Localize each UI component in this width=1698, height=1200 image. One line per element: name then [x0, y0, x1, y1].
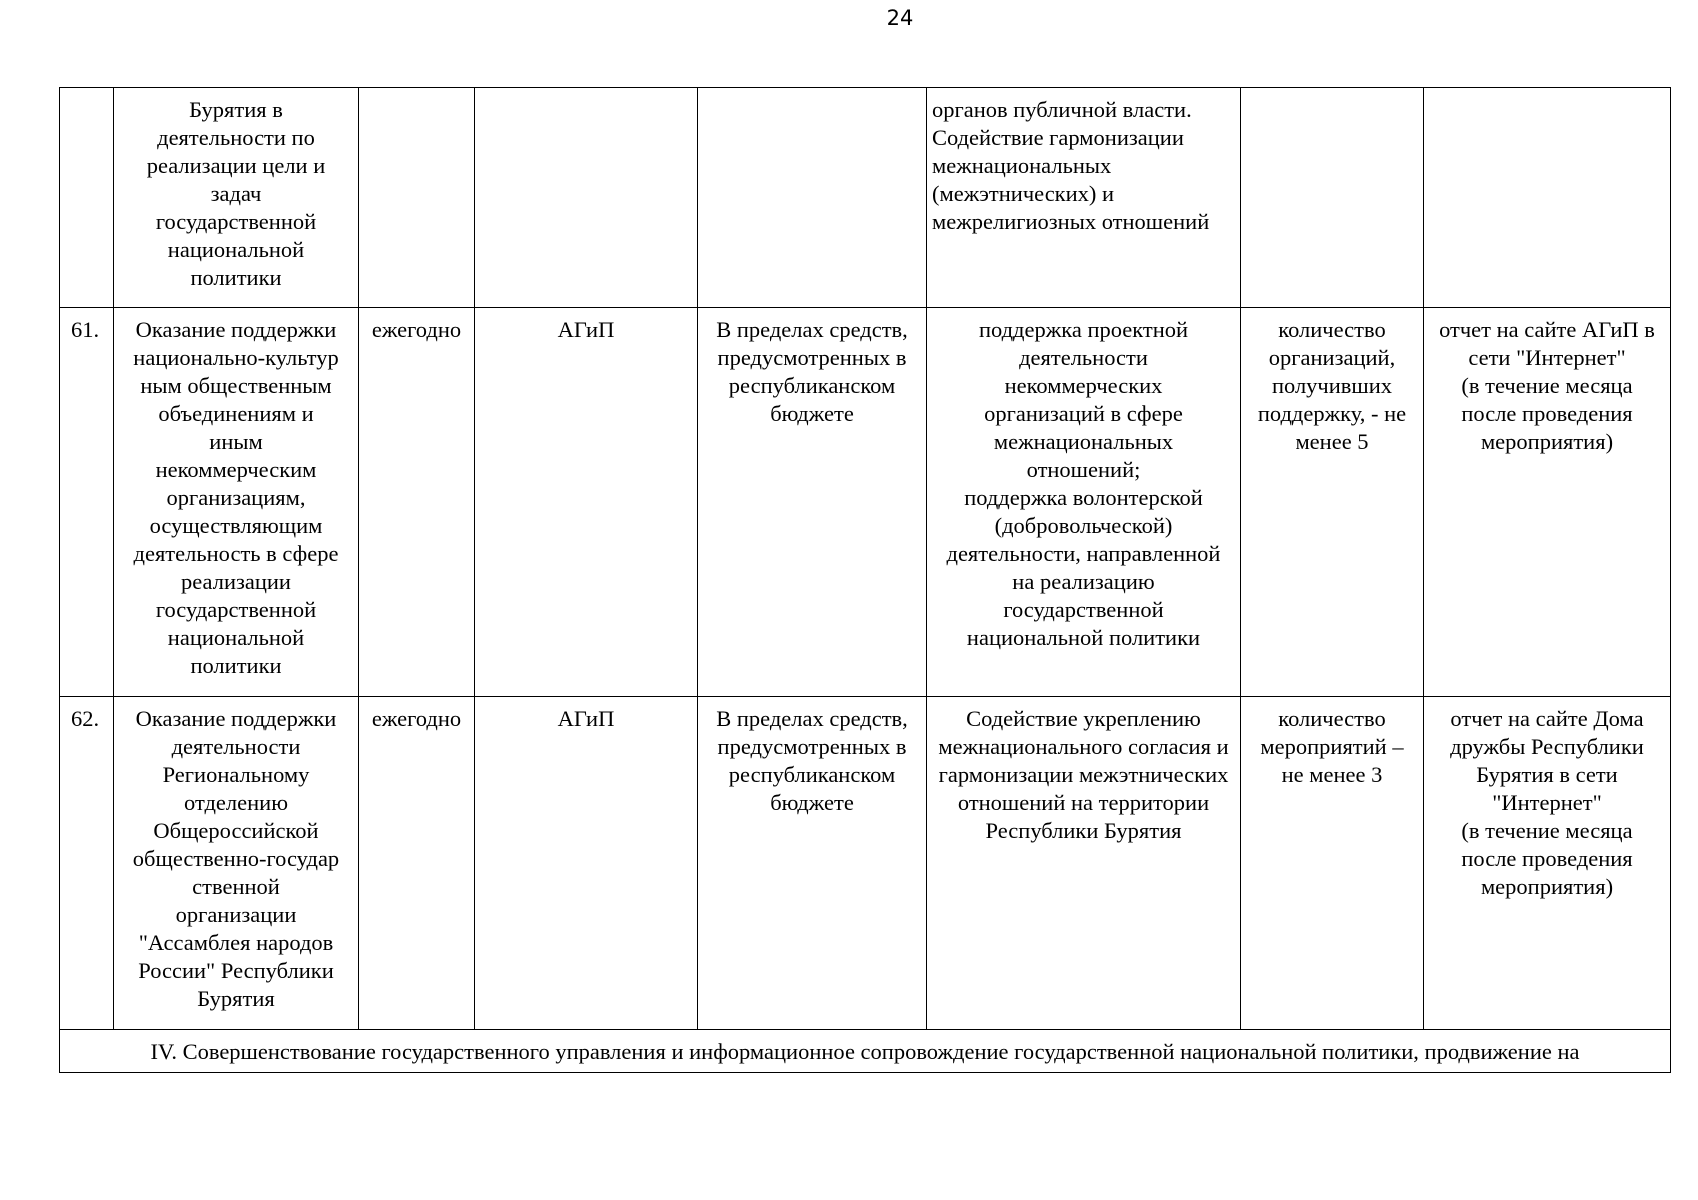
report-form: отчет на сайте Дома дружбы Республики Бурятия в сети "Интернет" (в течение месяца после проведения мероприятия): [1424, 697, 1671, 1030]
expected-result: Содействие укреплению межнационального согласия и гармонизации межэтнических отношений на территории Республики Бурятия: [927, 697, 1241, 1030]
indicator: [1241, 88, 1424, 308]
measure-name: Оказание поддержки деятельности Региональному отделению Общероссийской общественно-государ ственной организации "Ассамблея народов России" Республики Бурятия: [114, 697, 359, 1030]
expected-result: органов публичной власти. Содействие гармонизации межнациональных (межэтнических) и межрелигиозных отношений: [927, 88, 1241, 308]
report-form: [1424, 88, 1671, 308]
report-form: отчет на сайте АГиП в сети "Интернет" (в течение месяца после проведения мероприятия): [1424, 308, 1671, 697]
period: ежегодно: [359, 697, 475, 1030]
funding-source: В пределах средств, предусмотренных в республиканском бюджете: [698, 308, 927, 697]
row-number: [60, 88, 114, 308]
row-number: 62.: [60, 697, 114, 1030]
period: ежегодно: [359, 308, 475, 697]
table-row: [60, 697, 1671, 1030]
measures-table: [59, 87, 1671, 1073]
indicator: количество организаций, получивших поддержку, - не менее 5: [1241, 308, 1424, 697]
measure-name: Бурятия в деятельности по реализации цели и задач государственной национальной политики: [114, 88, 359, 308]
section-heading: IV. Совершенствование государственного управления и информационное сопровождение государственной национальной политики, продвижение на: [60, 1030, 1671, 1073]
funding-source: [698, 88, 927, 308]
row-number: 61.: [60, 308, 114, 697]
section-heading-row: [60, 1030, 1671, 1073]
executor: АГиП: [475, 697, 698, 1030]
measure-name: Оказание поддержки национально-культур ным общественным объединениям и иным некоммерческим организациям, осуществляющим деятельность в сфере реализации государственной национальной политики: [114, 308, 359, 697]
indicator: количество мероприятий – не менее 3: [1241, 697, 1424, 1030]
period: [359, 88, 475, 308]
executor: [475, 88, 698, 308]
executor: АГиП: [475, 308, 698, 697]
funding-source: В пределах средств, предусмотренных в республиканском бюджете: [698, 697, 927, 1030]
table-row: [60, 88, 1671, 308]
expected-result: поддержка проектной деятельности некоммерческих организаций в сфере межнациональных отношений; поддержка волонтерской (добровольческой) деятельности, направленной на реализацию государственной национальной политики: [927, 308, 1241, 697]
table-row: [60, 308, 1671, 697]
page-number: 24: [886, 6, 914, 30]
